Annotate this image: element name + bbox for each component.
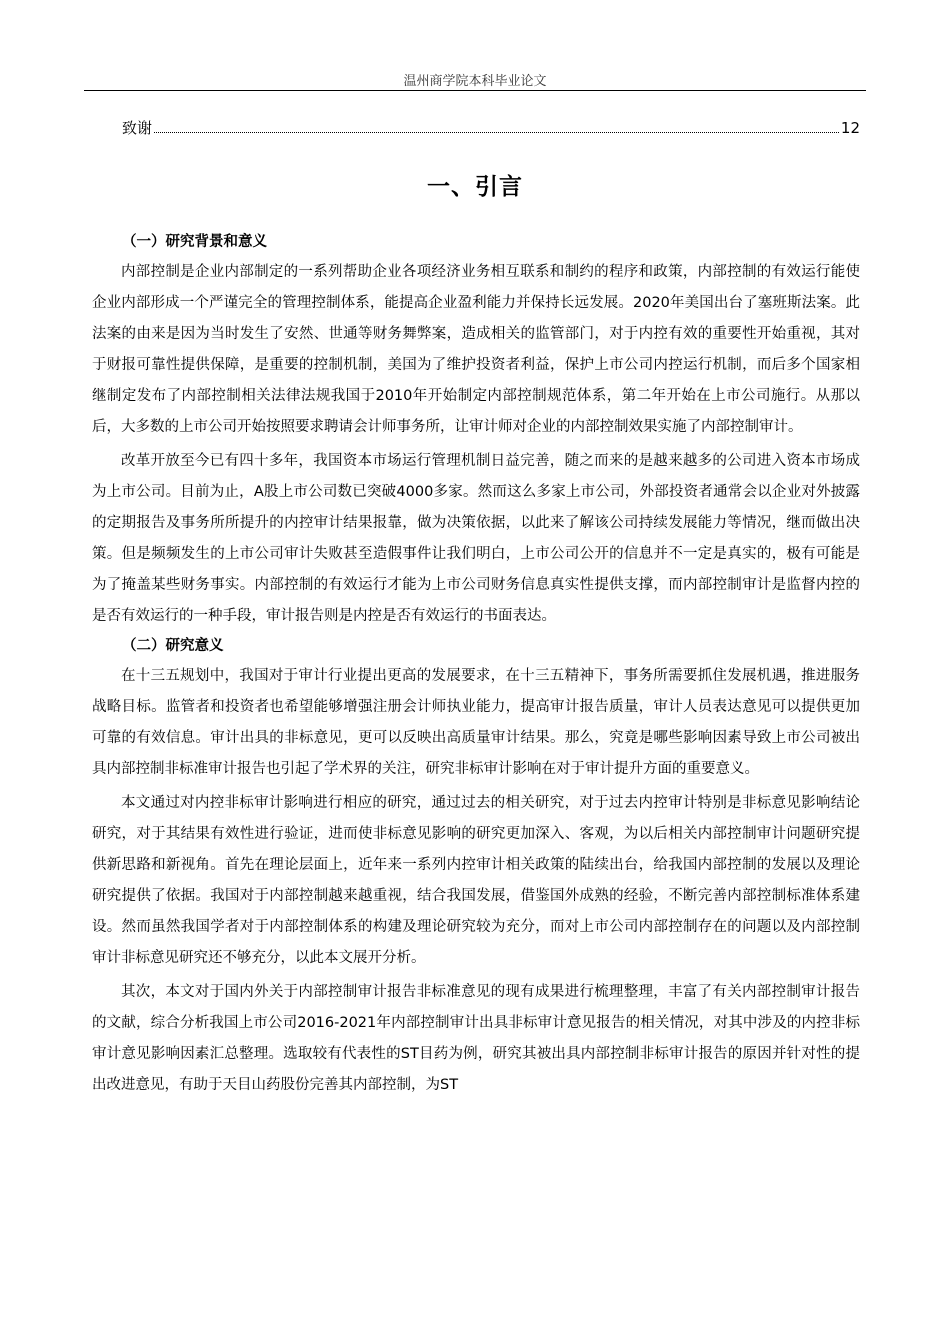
toc-entry[interactable] (122, 117, 860, 138)
paragraph: 内部控制是企业内部制定的一系列帮助企业各项经济业务相互联系和制约的程序和政策，内部控制的有效运行能使企业内部形成一个严谨完全的管理控制体系，能提高企业盈利能力并保持长远发展。2020年美国出台了塞班斯法案。此法案的由来是因为当时发生了安然、世通等财务舞弊案，造成相关的监管部门，对于内控有效的重要性开始重视，其对于财报可靠性提供保障，是重要的控制机制，美国为了维护投资者利益，保护上市公司内控运行机制，而后多个国家相继制定发布了内部控制相关法律法规我国于2010年开始制定内部控制规范体系，第二年开始在上市公司施行。从那以后，大多数的上市公司开始按照要求聘请会计师事务所，让审计师对企业的内部控制效果实施了内部控制审计。 (92, 264, 860, 435)
paragraph: 改革开放至今已有四十多年，我国资本市场运行管理机制日益完善，随之而来的是越来越多的公司进入资本市场成为上市公司。目前为止，A股上市公司数已突破4000多家。然而这么多家上市公司，外部投资者通常会以企业对外披露的定期报告及事务所所提升的内控审计结果报靠，做为决策依据，以此来了解该公司持续发展能力等情况，继而做出决策。但是频频发生的上市公司审计失败甚至造假事件让我们明白，上市公司公开的信息并不一定是真实的，极有可能是为了掩盖某些财务事实。内部控制的有效运行才能为上市公司财务信息真实性提供支撑，而内部控制审计是监督内控的是否有效运行的一种手段，审计报告则是内控是否有效运行的书面表达。 (92, 453, 860, 624)
paragraph: 其次，本文对于国内外关于内部控制审计报告非标准意见的现有成果进行梳理整理，丰富了有关内部控制审计报告的文献，综合分析我国上市公司2016-2021年内部控制审计出具非标审计意见报告的相关情况，对其中涉及的内控非标审计意见影响因素汇总整理。选取较有代表性的ST目药为例，研究其被出具内部控制非标审计报告的原因并针对性的提出改进意见，有助于天目山药股份完善其内部控制，为ST (92, 984, 860, 1093)
paragraph: 在十三五规划中，我国对于审计行业提出更高的发展要求，在十三五精神下，事务所需要抓住发展机遇，推进服务战略目标。监管者和投资者也希望能够增强注册会计师执业能力，提高审计报告质量，审计人员表达意见可以提供更加可靠的有效信息。审计出具的非标意见，更可以反映出高质量审计结果。那么，究竟是哪些影响因素导致上市公司被出具内部控制非标准审计报告也引起了学术界的关注，研究非标审计影响在对于审计提升方面的重要意义。 (92, 668, 860, 777)
toc-page-number: 12 (840, 119, 860, 137)
toc-label: 致谢 (122, 119, 153, 137)
paragraph: 本文通过对内控非标审计影响进行相应的研究，通过过去的相关研究，对于过去内控审计特别是非标意见影响结论研究，对于其结果有效性进行验证，进而使非标意见影响的研究更加深入、客观，为以后相关内部控制审计问题研究提供新思路和新视角。首先在理论层面上，近年来一系列内控审计相关政策的陆续出台，给我国内部控制的发展以及理论研究提供了依据。我国对于内部控制越来越重视，结合我国发展，借鉴国外成熟的经验，不断完善内部控制标准体系建设。然而虽然我国学者对于内部控制体系的构建及理论研究较为充分，而对上市公司内部控制存在的问题以及内部控制审计非标意见研究还不够充分，以此本文展开分析。 (92, 795, 860, 966)
toc-leader-dots (154, 132, 839, 133)
section-heading: （一）研究背景和意义 (122, 234, 267, 250)
section-heading: （二）研究意义 (122, 638, 224, 654)
body-content (92, 228, 860, 1101)
header-divider (84, 90, 866, 91)
chapter-title: 一、引言 (427, 174, 523, 200)
page-header: 温州商学院本科毕业论文 (403, 74, 547, 89)
